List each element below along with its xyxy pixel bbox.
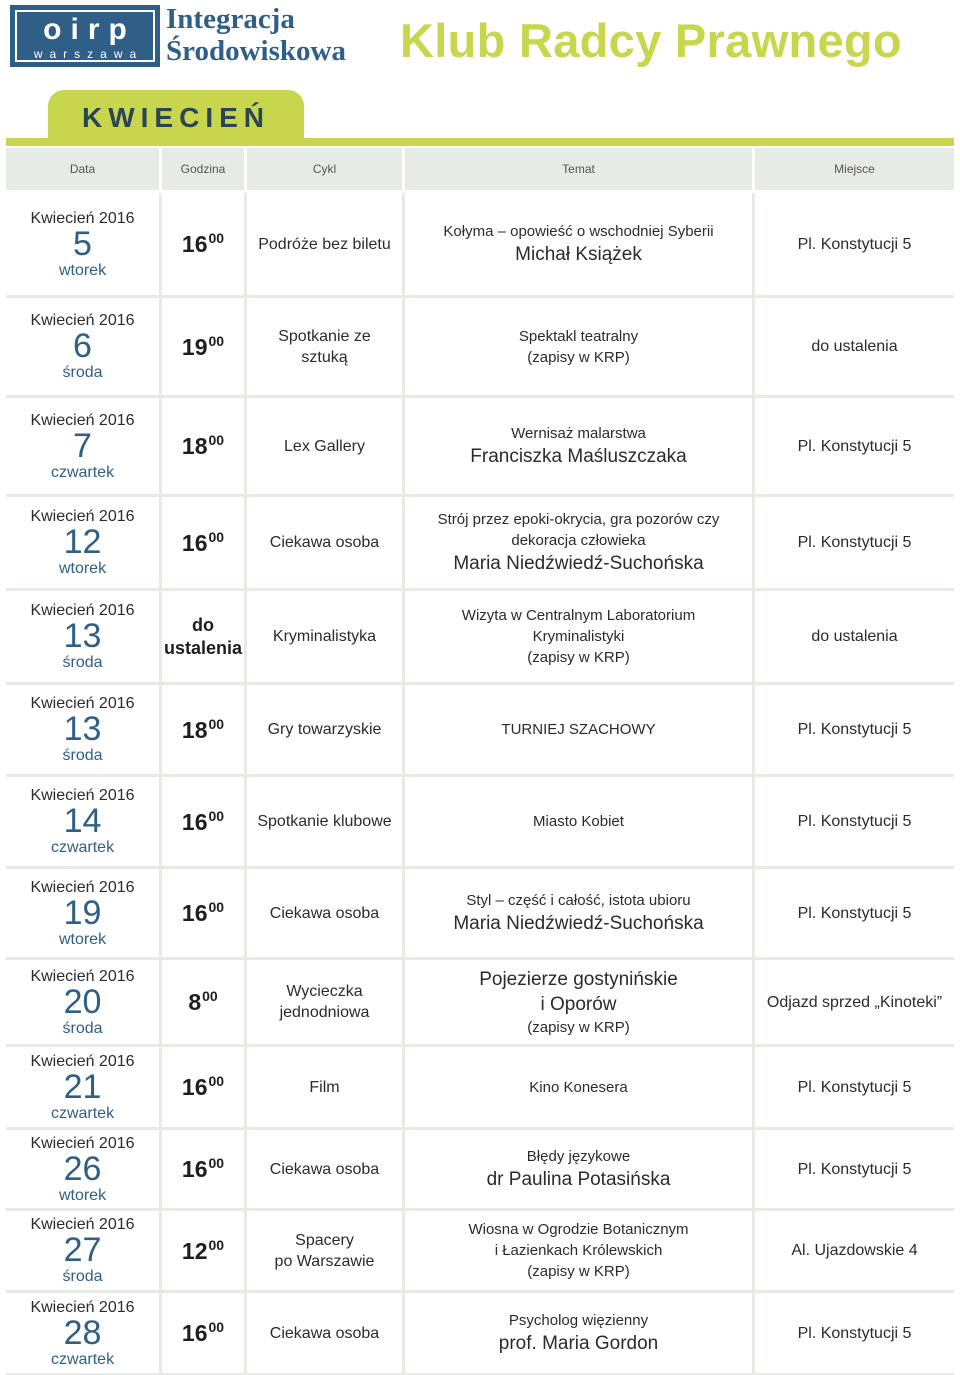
topic-text: Kino Konesera — [529, 1078, 628, 1096]
cycle-cell — [247, 960, 402, 1044]
event-time — [182, 1156, 224, 1182]
topic-cell — [405, 869, 752, 957]
place-cell — [755, 591, 954, 682]
date-day-number: 27 — [63, 1231, 102, 1269]
date-month: Kwiecień 2016 — [30, 312, 135, 329]
date-month: Kwiecień 2016 — [30, 878, 135, 896]
table-row — [6, 398, 954, 494]
place-text: Pl. Konstytucji 5 — [797, 721, 912, 738]
topic-cell — [405, 1211, 752, 1290]
table-row — [6, 960, 954, 1044]
topic-cell — [405, 497, 752, 588]
date-cell — [6, 298, 159, 395]
time-cell — [162, 497, 244, 588]
event-time — [182, 433, 224, 459]
topic-text: Strój przez epoki-okrycia, gra pozorów czy — [437, 511, 720, 528]
date-weekday: środa — [62, 747, 103, 764]
date-weekday: wtorek — [58, 1186, 107, 1204]
place-cell — [755, 1130, 954, 1208]
cycle-text: Spacery — [295, 1231, 354, 1249]
place-cell — [755, 298, 954, 395]
column-header-date: Data — [6, 148, 159, 190]
date-weekday: środa — [62, 364, 103, 381]
topic-text: Wernisaż malarstwa — [511, 425, 646, 442]
time-hour: 19 — [181, 333, 208, 360]
club-title: Klub Radcy Prawnego — [400, 14, 902, 67]
cycle-text: Podróże bez biletu — [258, 235, 391, 253]
topic-text: (zapisy w KRP) — [527, 649, 630, 666]
event-time — [182, 231, 224, 257]
time-hour: 12 — [181, 1237, 208, 1264]
date-cell — [6, 685, 159, 774]
topic-text: (zapisy w KRP) — [527, 1263, 630, 1280]
cycle-text: Ciekawa osoba — [269, 904, 380, 922]
place-cell — [755, 1047, 954, 1127]
date-month: Kwiecień 2016 — [30, 1134, 135, 1152]
date-cell — [6, 497, 159, 588]
topic-text: Miasto Kobiet — [533, 813, 624, 830]
column-header-cycle: Cykl — [247, 148, 402, 190]
topic-text: Kołyma – opowieść o wschodniej Syberii — [443, 223, 714, 240]
time-cell — [162, 1130, 244, 1208]
cycle-text: Film — [309, 1078, 340, 1096]
date-day-number: 12 — [63, 523, 102, 561]
cycle-cell — [247, 1130, 402, 1208]
header-accent-bar — [6, 138, 954, 146]
topic-text: Kryminalistyki — [532, 628, 625, 645]
time-cell — [162, 1211, 244, 1290]
date-weekday: wtorek — [58, 560, 107, 577]
time-cell — [162, 1047, 244, 1127]
time-hour: 16 — [181, 1156, 208, 1182]
date-day-number: 13 — [63, 617, 102, 655]
place-text: do ustalenia — [811, 628, 898, 645]
topic-cell — [405, 298, 752, 395]
date-cell — [6, 1211, 159, 1290]
cycle-text: sztuką — [301, 348, 348, 366]
topic-cell — [405, 1047, 752, 1127]
topic-cell — [405, 398, 752, 494]
header — [6, 4, 954, 145]
topic-headline: Pojezierze gostynińskie — [479, 968, 678, 990]
place-text: Pl. Konstytucji 5 — [797, 534, 912, 551]
date-cell — [6, 398, 159, 494]
date-cell — [6, 591, 159, 682]
place-cell — [755, 685, 954, 774]
cycle-text: Gry towarzyskie — [267, 721, 382, 738]
place-text: Pl. Konstytucji 5 — [797, 904, 912, 922]
cycle-text: Wycieczka — [286, 983, 363, 1000]
topic-headline: Franciszka Maśluszczaka — [470, 446, 687, 467]
column-header-place: Miejsce — [755, 148, 954, 190]
place-cell — [755, 1211, 954, 1290]
date-day-number: 5 — [73, 224, 92, 263]
table-row — [6, 1293, 954, 1373]
topic-text: Styl – część i całość, istota ubioru — [466, 892, 691, 909]
cycle-cell — [247, 1293, 402, 1373]
logo-main-text: oirp — [43, 13, 136, 46]
topic-headline: prof. Maria Gordon — [498, 1333, 659, 1354]
date-month: Kwiecień 2016 — [30, 1298, 135, 1316]
cycle-text: jednodniowa — [279, 1004, 370, 1021]
cycle-text: Spotkanie ze — [278, 327, 371, 345]
table-row — [6, 1211, 954, 1290]
time-hour: 16 — [181, 1074, 208, 1100]
table-row — [6, 869, 954, 957]
date-month: Kwiecień 2016 — [30, 508, 135, 525]
place-cell — [755, 960, 954, 1044]
cycle-cell — [247, 398, 402, 494]
topic-note: (zapisy w KRP) — [527, 1018, 630, 1036]
date-day-number: 7 — [73, 426, 92, 465]
topic-headline: Maria Niedźwiedź-Suchońska — [453, 913, 704, 934]
topic-cell — [405, 1130, 752, 1208]
place-cell — [755, 869, 954, 957]
date-month: Kwiecień 2016 — [30, 695, 135, 712]
table-row — [6, 591, 954, 682]
table-row — [6, 497, 954, 588]
topic-text: Psycholog więzienny — [508, 1312, 649, 1329]
cycle-text: Lex Gallery — [284, 437, 365, 455]
place-text: Pl. Konstytucji 5 — [797, 813, 912, 830]
time-minutes: 00 — [208, 432, 225, 448]
time-minutes: 00 — [208, 230, 225, 246]
date-month: Kwiecień 2016 — [30, 602, 135, 619]
event-time — [182, 717, 224, 743]
table-row — [6, 685, 954, 774]
topic-headline: Maria Niedźwiedź-Suchońska — [453, 553, 704, 574]
cycle-cell — [247, 298, 402, 395]
topic-cell — [405, 193, 752, 295]
time-text: do — [192, 614, 214, 635]
time-cell — [162, 298, 244, 395]
time-cell — [162, 193, 244, 295]
date-cell — [6, 1047, 159, 1127]
time-hour: 16 — [181, 231, 208, 257]
time-minutes: 00 — [208, 1319, 225, 1335]
brand-line-1: Integracja — [166, 3, 295, 35]
date-weekday: czwartek — [50, 463, 115, 481]
event-time — [182, 1238, 224, 1264]
cycle-cell — [247, 1211, 402, 1290]
date-cell — [6, 1293, 159, 1373]
date-month: Kwiecień 2016 — [30, 787, 135, 804]
cycle-text: Ciekawa osoba — [269, 534, 380, 551]
cycle-cell — [247, 685, 402, 774]
cycle-cell — [247, 497, 402, 588]
cycle-cell — [247, 869, 402, 957]
cycle-cell — [247, 591, 402, 682]
date-weekday: czwartek — [50, 839, 115, 856]
time-minutes: 00 — [208, 715, 225, 732]
date-weekday: wtorek — [58, 261, 107, 279]
date-weekday: środa — [62, 1268, 103, 1285]
event-time — [182, 900, 224, 926]
date-day-number: 14 — [63, 802, 102, 840]
place-text: Pl. Konstytucji 5 — [797, 1160, 912, 1178]
place-text: Al. Ujazdowskie 4 — [791, 1242, 918, 1259]
topic-headline: Michał Książek — [515, 244, 642, 265]
date-weekday: czwartek — [50, 1350, 115, 1368]
topic-text: Wizyta w Centralnym Laboratorium — [461, 607, 696, 624]
place-cell — [755, 777, 954, 866]
time-hour: 18 — [181, 433, 208, 459]
date-cell — [6, 960, 159, 1044]
date-month: Kwiecień 2016 — [30, 1052, 135, 1070]
place-cell — [755, 1293, 954, 1373]
table-row — [6, 1130, 954, 1208]
date-cell — [6, 777, 159, 866]
place-text: Pl. Konstytucji 5 — [797, 437, 912, 455]
time-minutes: 00 — [208, 1236, 225, 1253]
date-weekday: wtorek — [58, 930, 107, 948]
event-time — [188, 989, 217, 1015]
table-row — [6, 193, 954, 295]
time-hour: 16 — [181, 808, 208, 835]
place-text: Pl. Konstytucji 5 — [797, 1078, 912, 1096]
topic-cell — [405, 591, 752, 682]
topic-text: i Łazienkach Królewskich — [494, 1242, 663, 1259]
time-hour: 18 — [181, 716, 208, 743]
date-day-number: 19 — [63, 893, 102, 932]
event-time — [182, 1320, 224, 1346]
time-cell — [162, 398, 244, 494]
topic-headline: i Oporów — [540, 993, 617, 1015]
time-hour: 16 — [181, 1320, 208, 1346]
time-cell — [162, 591, 244, 682]
place-text: Pl. Konstytucji 5 — [797, 1324, 912, 1342]
topic-text: Błędy językowe — [526, 1148, 631, 1165]
time-minutes: 00 — [208, 899, 225, 915]
month-label: KWIECIEŃ — [82, 102, 270, 133]
topic-text: (zapisy w KRP) — [527, 348, 630, 366]
place-cell — [755, 497, 954, 588]
topic-text: Spektakl teatralny — [518, 327, 639, 345]
time-text: ustalenia — [163, 637, 243, 658]
date-day-number: 28 — [63, 1313, 102, 1352]
event-time — [182, 1074, 224, 1100]
time-minutes: 00 — [208, 1073, 225, 1089]
time-hour: 8 — [188, 989, 202, 1015]
time-minutes: 00 — [208, 807, 225, 824]
column-header-time: Godzina — [162, 148, 244, 190]
cycle-text: Kryminalistyka — [272, 628, 377, 645]
date-cell — [6, 193, 159, 295]
cycle-text: Ciekawa osoba — [269, 1160, 380, 1178]
cycle-text: Ciekawa osoba — [269, 1324, 380, 1342]
table-row — [6, 298, 954, 395]
topic-text: TURNIEJ SZACHOWY — [501, 721, 656, 738]
date-month: Kwiecień 2016 — [30, 411, 135, 429]
date-day-number: 26 — [63, 1149, 102, 1188]
time-cell — [162, 685, 244, 774]
topic-cell — [405, 777, 752, 866]
table-row — [6, 1047, 954, 1127]
date-weekday: środa — [62, 654, 103, 671]
date-month: Kwiecień 2016 — [30, 1216, 135, 1233]
topic-cell — [405, 1293, 752, 1373]
date-day-number: 21 — [63, 1067, 102, 1106]
date-weekday: czwartek — [50, 1104, 115, 1122]
table-row — [6, 777, 954, 866]
cycle-text: po Warszawie — [274, 1252, 375, 1270]
month-tab — [48, 90, 304, 140]
event-time — [182, 809, 224, 835]
topic-cell — [405, 685, 752, 774]
time-minutes: 00 — [202, 988, 218, 1004]
date-cell — [6, 869, 159, 957]
logo-sub-text: warszawa — [33, 47, 144, 61]
time-cell — [162, 777, 244, 866]
cycle-cell — [247, 193, 402, 295]
event-time — [182, 334, 224, 360]
time-hour: 16 — [181, 900, 208, 926]
time-hour: 16 — [181, 529, 208, 556]
date-day-number: 6 — [73, 327, 92, 365]
topic-text: Wiosna w Ogrodzie Botanicznym — [468, 1221, 689, 1238]
topic-cell — [405, 960, 752, 1044]
place-text: Odjazd sprzed „Kinoteki” — [766, 993, 943, 1011]
brand-name — [166, 4, 391, 70]
date-month: Kwiecień 2016 — [30, 209, 135, 227]
event-time — [182, 530, 224, 556]
place-cell — [755, 193, 954, 295]
time-minutes: 00 — [208, 528, 225, 545]
date-day-number: 20 — [63, 982, 102, 1021]
brand-line-2: Środowiskowa — [166, 35, 346, 67]
oirp-logo — [10, 5, 160, 67]
season-range: styczeń – czerwiec 2016 r. — [686, 101, 921, 123]
column-header-topic: Temat — [405, 148, 752, 190]
place-text: do ustalenia — [811, 338, 898, 355]
topic-text: dekoracja człowieka — [511, 532, 646, 549]
date-weekday: środa — [62, 1019, 103, 1037]
time-minutes: 00 — [208, 332, 225, 349]
topic-headline: dr Paulina Potasińska — [486, 1169, 671, 1190]
date-month: Kwiecień 2016 — [30, 967, 135, 985]
cycle-cell — [247, 1047, 402, 1127]
time-minutes: 00 — [208, 1155, 225, 1171]
time-cell — [162, 869, 244, 957]
date-cell — [6, 1130, 159, 1208]
place-text: Pl. Konstytucji 5 — [797, 235, 912, 253]
place-cell — [755, 398, 954, 494]
date-day-number: 13 — [63, 710, 102, 748]
time-cell — [162, 960, 244, 1044]
cycle-cell — [247, 777, 402, 866]
cycle-text: Spotkanie klubowe — [257, 813, 392, 830]
time-cell — [162, 1293, 244, 1373]
